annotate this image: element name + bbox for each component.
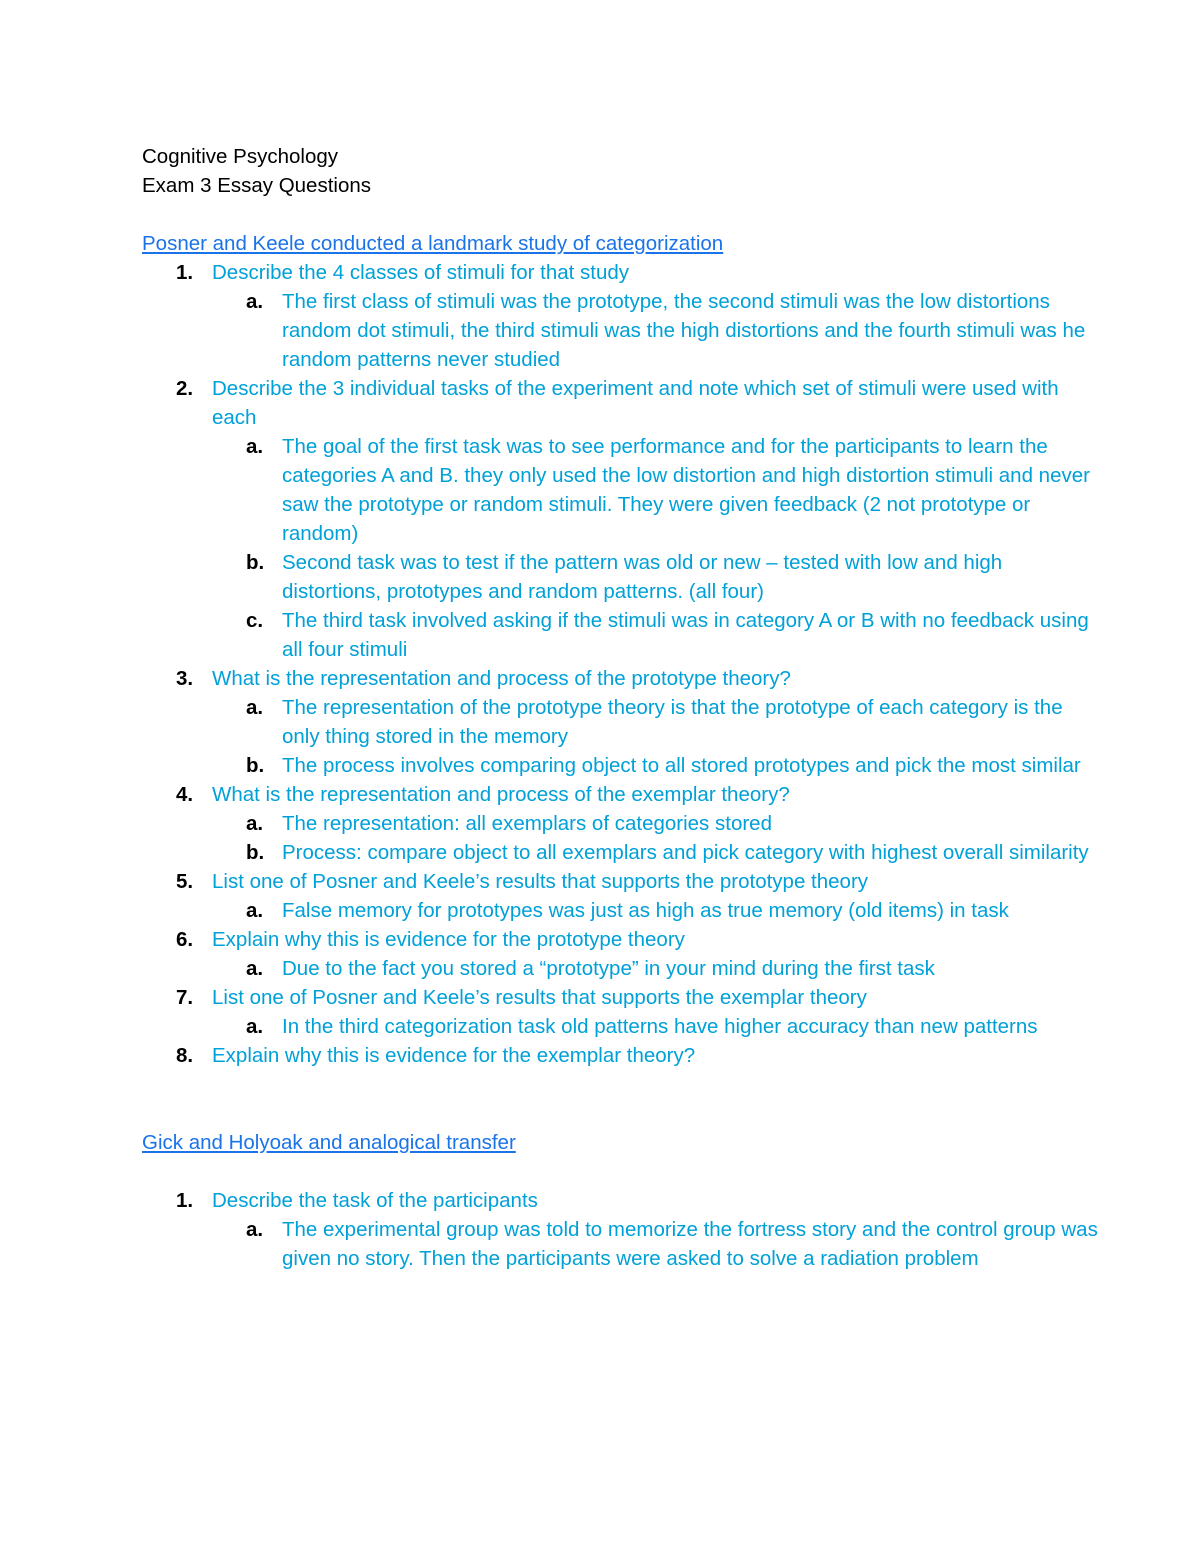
answer-text: The third task involved asking if the stimuli was in category A or B with no feedback using all four stimuli	[282, 609, 1089, 661]
answer-text: The representation: all exemplars of categories stored	[282, 812, 772, 835]
question-item	[142, 925, 1100, 983]
question-text: Explain why this is evidence for the prototype theory	[212, 928, 685, 951]
question-list	[142, 1186, 1100, 1273]
question-item	[142, 867, 1100, 925]
answer-letter: a.	[246, 957, 264, 980]
answer-item	[212, 809, 1100, 838]
section-heading: Posner and Keele conducted a landmark study of categorization	[142, 232, 724, 255]
question-number: 8.	[176, 1044, 194, 1067]
answer-list	[212, 693, 1100, 780]
answer-letter: a.	[246, 696, 264, 719]
answer-item	[212, 287, 1100, 374]
answer-text: Second task was to test if the pattern was old or new – tested with low and high distortions, prototypes and random patterns. (all four)	[282, 551, 1003, 603]
answer-letter: b.	[246, 841, 265, 864]
answer-text: The representation of the prototype theory is that the prototype of each category is the only thing stored in the memory	[282, 696, 1063, 748]
question-number: 1.	[176, 1189, 194, 1212]
question-number: 5.	[176, 870, 194, 893]
answer-letter: a.	[246, 435, 264, 458]
answer-item	[212, 432, 1100, 548]
question-number: 4.	[176, 783, 194, 806]
answer-item	[212, 751, 1100, 780]
answer-letter: a.	[246, 1015, 264, 1038]
answer-list	[212, 896, 1100, 925]
question-text: What is the representation and process of the prototype theory?	[212, 667, 791, 690]
question-number: 6.	[176, 928, 194, 951]
answer-list	[212, 1215, 1100, 1273]
answer-list	[212, 809, 1100, 867]
answer-text: The goal of the first task was to see performance and for the participants to learn the categories A and B. they only used the low distortion and high distortion stimuli and never saw the prototype or random stimuli. They were given feedback (2 not prototype or random)	[282, 435, 1090, 545]
answer-letter: b.	[246, 754, 265, 777]
question-text: What is the representation and process of the exemplar theory?	[212, 783, 790, 806]
answer-letter: a.	[246, 899, 264, 922]
answer-letter: b.	[246, 551, 265, 574]
answer-list	[212, 432, 1100, 664]
answer-list	[212, 954, 1100, 983]
answer-item	[212, 693, 1100, 751]
course-title: Cognitive Psychology	[142, 145, 338, 168]
answer-text: In the third categorization task old patterns have higher accuracy than new patterns	[282, 1015, 1038, 1038]
question-item	[142, 1041, 1100, 1070]
question-number: 7.	[176, 986, 194, 1009]
answer-text: False memory for prototypes was just as high as true memory (old items) in task	[282, 899, 1009, 922]
question-text: Describe the 3 individual tasks of the experiment and note which set of stimuli were used with each	[212, 377, 1059, 429]
question-item	[142, 258, 1100, 374]
question-number: 2.	[176, 377, 194, 400]
section-heading: Gick and Holyoak and analogical transfer	[142, 1131, 516, 1154]
answer-letter: a.	[246, 1218, 264, 1241]
answer-text: Process: compare object to all exemplars and pick category with highest overall similarity	[282, 841, 1089, 864]
question-text: Describe the 4 classes of stimuli for that study	[212, 261, 630, 284]
question-item	[142, 780, 1100, 867]
answer-text: The first class of stimuli was the prototype, the second stimuli was the low distortions random dot stimuli, the third stimuli was the high distortions and the fourth stimuli was he random patterns never studied	[282, 290, 1086, 371]
question-text: List one of Posner and Keele’s results that supports the exemplar theory	[212, 986, 867, 1009]
question-text: Explain why this is evidence for the exemplar theory?	[212, 1044, 696, 1067]
section-gick-holyoak	[142, 1128, 1100, 1273]
answer-text: Due to the fact you stored a “prototype” in your mind during the first task	[282, 957, 935, 980]
answer-item	[212, 606, 1100, 664]
question-list	[142, 258, 1100, 1070]
question-item	[142, 983, 1100, 1041]
question-text: List one of Posner and Keele’s results that supports the prototype theory	[212, 870, 869, 893]
answer-item	[212, 954, 1100, 983]
exam-title: Exam 3 Essay Questions	[142, 174, 372, 197]
answer-letter: c.	[246, 609, 264, 632]
answer-item	[212, 1012, 1100, 1041]
answer-item	[212, 838, 1100, 867]
answer-text: The experimental group was told to memorize the fortress story and the control group was given no story. Then the participants were asked to solve a radiation problem	[282, 1218, 1098, 1270]
answer-letter: a.	[246, 290, 264, 313]
answer-text: The process involves comparing object to all stored prototypes and pick the most similar	[282, 754, 1081, 777]
question-number: 1.	[176, 261, 194, 284]
answer-item	[212, 548, 1100, 606]
question-text: Describe the task of the participants	[212, 1189, 538, 1212]
answer-item	[212, 1215, 1100, 1273]
question-item	[142, 664, 1100, 780]
section-posner-keele	[142, 229, 1100, 1070]
answer-list	[212, 1012, 1100, 1041]
answer-letter: a.	[246, 812, 264, 835]
answer-list	[212, 287, 1100, 374]
question-item	[142, 374, 1100, 664]
answer-item	[212, 896, 1100, 925]
question-number: 3.	[176, 667, 194, 690]
question-item	[142, 1186, 1100, 1273]
